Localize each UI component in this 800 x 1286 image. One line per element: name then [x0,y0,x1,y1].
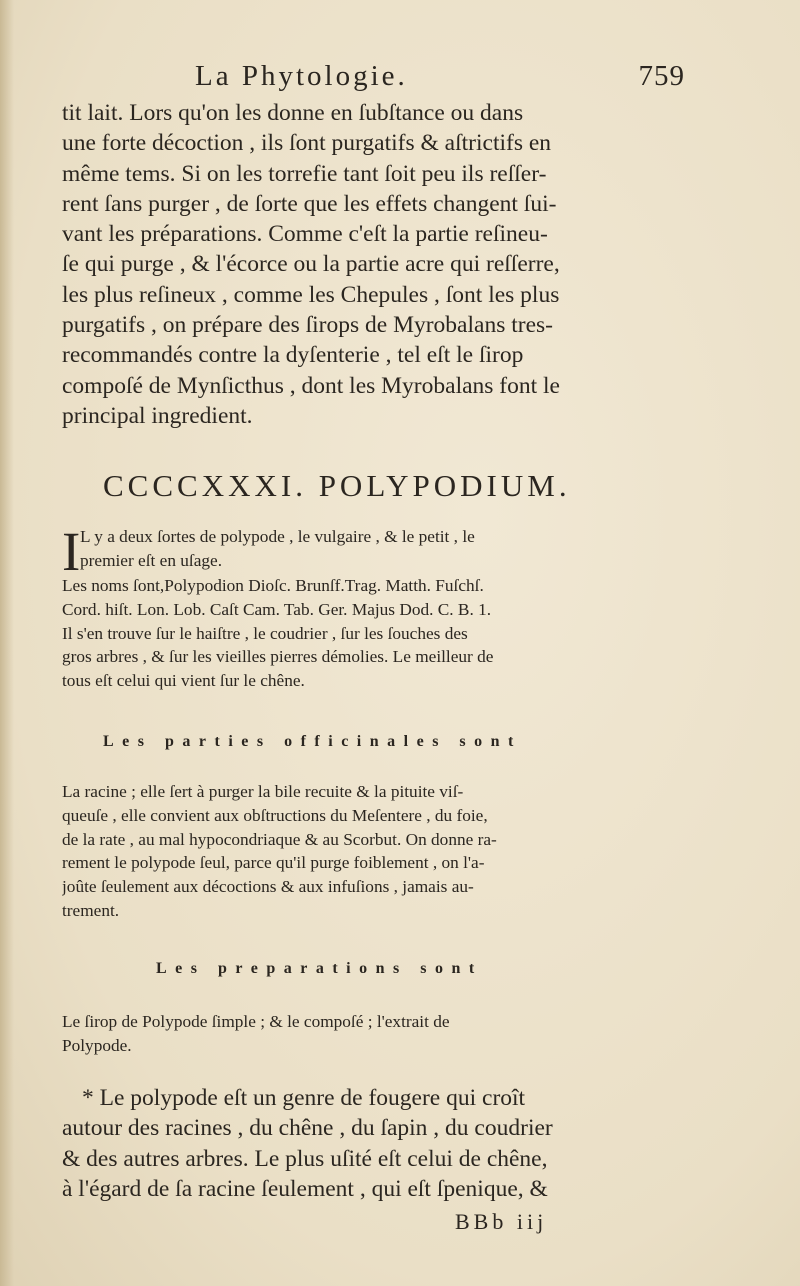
intro-lines-indented [80,525,685,573]
text-line: à l'égard de ſa racine ſeulement , qui eſt ſpenique, & [62,1175,548,1202]
text-line: Polypode. [62,1035,132,1055]
page-number: 759 [638,60,685,92]
text-line: rent ſans purger , de ſorte que les effets changent ſui- [62,190,557,217]
text-line: une forte décoction , ils ſont purgatifs & aſtrictifs en [62,130,552,157]
text-line: ſe qui purge , & l'écorce ou la partie acre qui reſſerre, [62,251,560,278]
text-line: compoſé de Mynſicthus , dont les Myrobalans font le [62,372,560,399]
text-line: purgatifs , on prépare des ſirops de Myrobalans tres- [62,312,553,339]
text-line: & des autres arbres. Le plus uſité eſt celui de chêne, [62,1145,548,1172]
text-line: autour des racines , du chêne , du ſapin , du coudrier [62,1115,553,1142]
text-line: les plus reſineux , comme les Chepules , ſont les plus [62,281,560,308]
text-line: trement. [62,900,120,920]
section-heading-preparations: Les preparations sont [156,960,483,977]
text-line: Le ſirop de Polypode ſimple ; & le compoſé ; l'extrait de [62,1012,450,1031]
text-line: Il s'en trouve ſur le haiſtre , le coudrier , ſur les ſouches des [62,623,468,643]
officinales-paragraph [62,780,687,923]
section-heading-officinales: Les parties officinales sont [103,733,522,750]
text-line: premier eſt en uſage. [80,550,223,570]
note-paragraph [62,1083,687,1204]
text-line: recommandés contre la dyſenterie , tel eſt le ſirop [62,342,524,369]
text-line: joûte ſeulement aux décoctions & aux infuſions , jamais au- [62,877,474,897]
text-line: Les noms ſont,Polypodion Dioſc. Brunſf.Trag. Matth. Fuſchſ. [62,576,484,595]
text-line: rement le polypode ſeul, parce qu'il purge foiblement , on l'a- [62,853,485,873]
page-edge [0,0,14,1286]
entry-title: CCCCXXXI. POLYPODIUM. [103,468,571,503]
text-line: L y a deux ſortes de polypode , le vulgaire , & le petit , le [80,527,475,546]
intro-paragraph [62,574,687,693]
running-title: La Phytologie. [195,60,408,92]
text-line: queuſe , elle convient aux obſtructions du Meſentere , du foie, [62,805,488,825]
drop-capital: I [62,521,81,582]
preparations-paragraph [62,1010,687,1058]
text-line: de la rate , au mal hypocondriaque & au Scorbut. On donne ra- [62,829,497,849]
text-line: même tems. Si on les torrefie tant ſoit peu ils reſſer- [62,160,547,187]
text-line: vant les préparations. Comme c'eſt la partie reſineu- [62,221,548,248]
text-line: * Le polypode eſt un genre de fougere qui croît [82,1085,526,1111]
text-line: La racine ; elle ſert à purger la bile recuite & la pituite viſ- [62,782,464,801]
text-line: principal ingredient. [62,402,253,429]
top-paragraph [62,98,687,431]
text-line: tous eſt celui qui vient ſur le chêne. [62,671,305,691]
text-line: gros arbres , & ſur les vieilles pierres démolies. Le meilleur de [62,647,494,667]
text-line: Cord. hiſt. Lon. Lob. Caſt Cam. Tab. Ger. Majus Dod. C. B. 1. [62,599,492,619]
signature-mark: BBb iij [455,1209,548,1234]
running-header [195,60,685,93]
text-line: tit lait. Lors qu'on les donne en ſubſtance ou dans [62,100,524,126]
